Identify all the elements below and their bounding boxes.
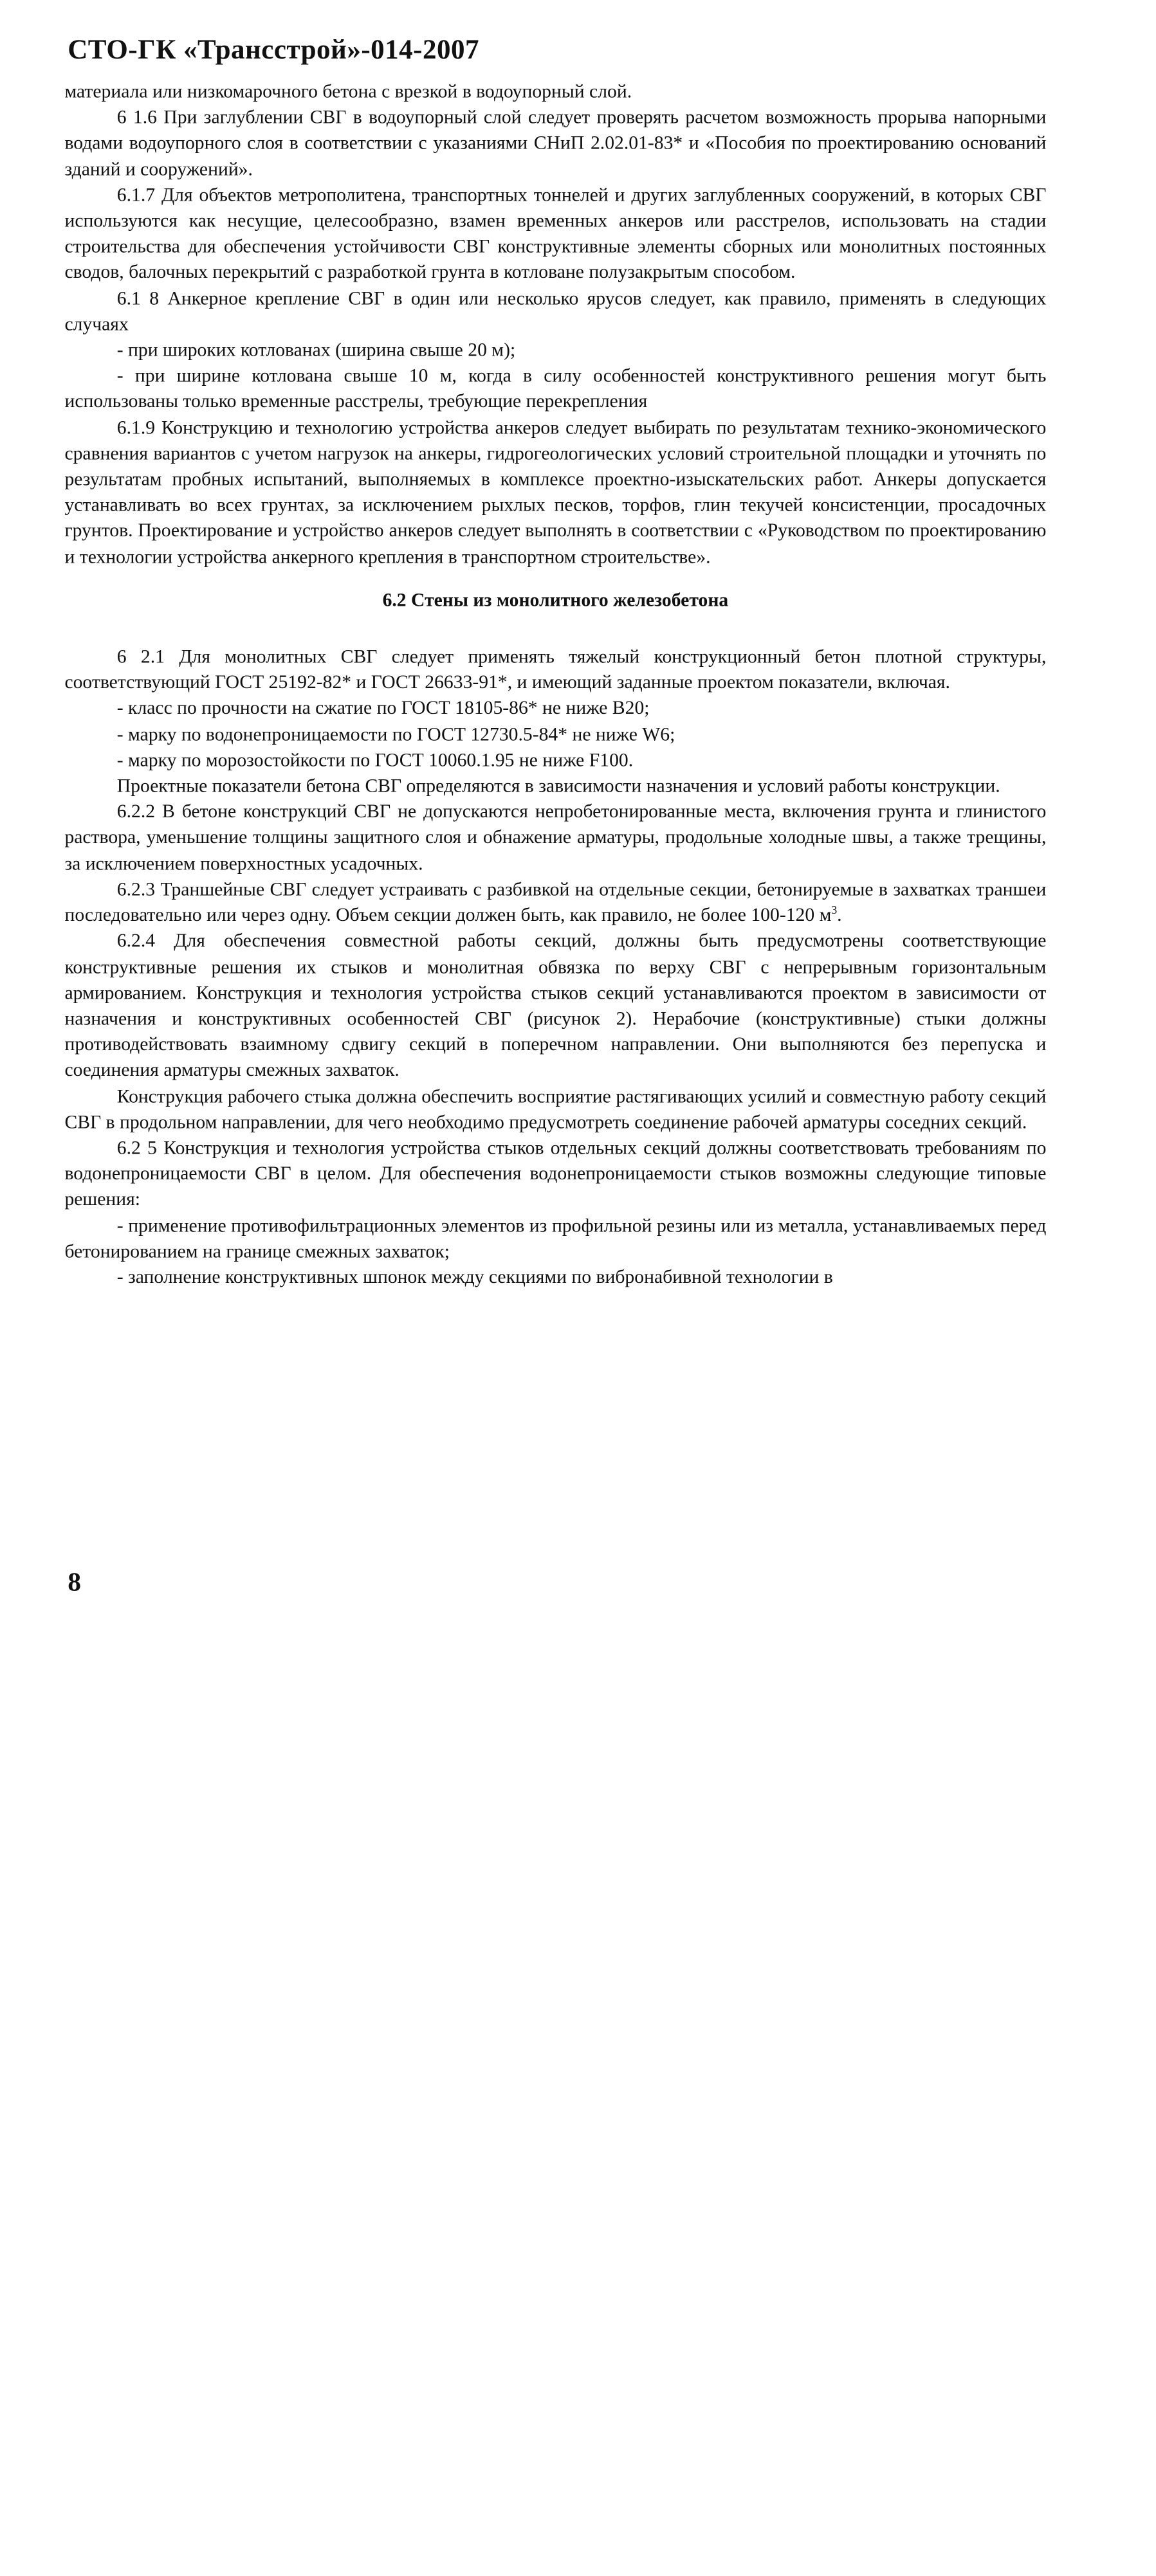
list-item: - применение противофильтрационных элементов из профильной резины или из металла, устанавливаемых перед бетонированием на границе смежных захваток; xyxy=(64,1215,1047,1262)
list-item: - марку по морозостойкости по ГОСТ 10060.1.95 не ниже F100. xyxy=(116,749,634,772)
list-item: - при ширине котлована свыше 10 м, когда в силу особенностей конструктивного решения могут быть использованы только временные расстрелы, требующие перекрепления xyxy=(64,365,1047,413)
section-heading: 6.2 Стены из монолитного железобетона xyxy=(382,589,729,612)
list-item: - класс по прочности на сжатие по ГОСТ 18105-86* не ниже B20; xyxy=(116,698,650,720)
paragraph-6-1-8: 6.1 8 Анкерное крепление СВГ в один или несколько ярусов следует, как правило, применять в следующих случаях xyxy=(64,287,1047,336)
paragraph-6-2-5: 6.2 5 Конструкция и технология устройства стыков отдельных секций должны соответствовать требованиям по водонепроницаемости СВГ в целом. Для обеспечения водонепроницаемости стыков возможны следующие типовые решения: xyxy=(64,1137,1047,1211)
paragraph-continuation: материала или низкомарочного бетона с врезкой в водоупорный слой. xyxy=(64,80,632,103)
document-body xyxy=(64,79,1046,1291)
paragraph-text: 6.2.3 Траншейные СВГ следует устраивать с разбивкой на отдельные секции, бетонируемые в захватках траншеи последовательно или через одну. Объем секции должен быть, как правило, не более 100-120 м xyxy=(64,878,1047,927)
paragraph-6-2-3 xyxy=(64,876,1046,928)
paragraph-6-2-1: 6 2.1 Для монолитных СВГ следует применять тяжелый конструкционный бетон плотной структуры, соответствующий ГОСТ 25192-82* и ГОСТ 26633-91*, и имеющий заданные проектом показатели, включая. xyxy=(64,646,1047,694)
list-item: - марку по водонепроницаемости по ГОСТ 12730.5-84* не ниже W6; xyxy=(116,723,675,745)
paragraph-6-2-2: 6.2.2 В бетоне конструкций СВГ не допускаются непробетонированные места, включения грунта и глинистого раствора, уменьшение толщины защитного слоя и обнажение арматуры, продольные холодные швы, а также трещины, за исключением поверхностных усадочных. xyxy=(64,801,1047,875)
paragraph-text: Проектные показатели бетона СВГ определяются в зависимости назначения и условий работы конструкции. xyxy=(116,775,1000,797)
superscript: 3 xyxy=(831,904,838,917)
paragraph-end: . xyxy=(837,904,842,927)
paragraph-6-1-6: 6 1.6 При заглублении СВГ в водоупорный слой следует проверять расчетом возможность прорыва напорными водами водоупорного слоя в соответствии с указаниями СНиП 2.02.01-83* и «Пособия по проектированию оснований зданий и сооружений». xyxy=(64,107,1047,181)
list-item: - при широких котлованах (ширина свыше 20 м); xyxy=(116,339,516,361)
paragraph-6-1-7: 6.1.7 Для объектов метрополитена, транспортных тоннелей и других заглубленных сооружений, в которых СВГ используются как несущие, целесообразно, взамен временных анкеров или расстрелов, использовать на стадии строительства для обеспечения устойчивости СВГ конструктивные элементы сборных или монолитных постоянных сводов, балочных перекрытий с разработкой грунта в котловане полузакрытым способом. xyxy=(64,184,1047,284)
paragraph-text: Конструкция рабочего стыка должна обеспечить восприятие растягивающих усилий и совместную работу секций СВГ в продольном направлении, для чего необходимо предусмотреть соединение рабочей арматуры соседних секций. xyxy=(64,1085,1047,1133)
paragraph-6-2-4: 6.2.4 Для обеспечения совместной работы секций, должны быть предусмотрены соответствующие конструктивные решения их стыков и монолитная обвязка по верху СВГ с непрерывным горизонтальным армированием. Конструкция и технология устройства стыков секций устанавливаются проектом в зависимости от назначения и конструктивных особенностей СВГ (рисунок 2). Нерабочие (конструктивные) стыки должны противодействовать взаимному сдвигу секций в поперечном направлении. Они выполняются без перепуска и соединения арматуры смежных захваток. xyxy=(64,930,1047,1082)
list-item: - заполнение конструктивных шпонок между секциями по вибронабивной технологии в xyxy=(116,1266,833,1289)
paragraph-6-1-9: 6.1.9 Конструкцию и технологию устройства анкеров следует выбирать по результатам технико-экономического сравнения вариантов с учетом нагрузок на анкеры, гидрогеологических условий строительной площадки и уточнять по результатам пробных испытаний, выполняемых в комплексе проектно-изыскательских работ. Анкеры допускается устанавливать во всех грунтах, за исключением рыхлых песков, торфов, глин текучей консистенции, просадочных грунтов. Проектирование и устройство анкеров следует выполнять в соответствии с «Руководством по проектированию и технологии устройства анкерного крепления в транспортном строительстве». xyxy=(64,417,1047,568)
document-header: СТО-ГК «Трансстрой»-014-2007 xyxy=(68,33,479,65)
page-number: 8 xyxy=(68,1567,81,1597)
